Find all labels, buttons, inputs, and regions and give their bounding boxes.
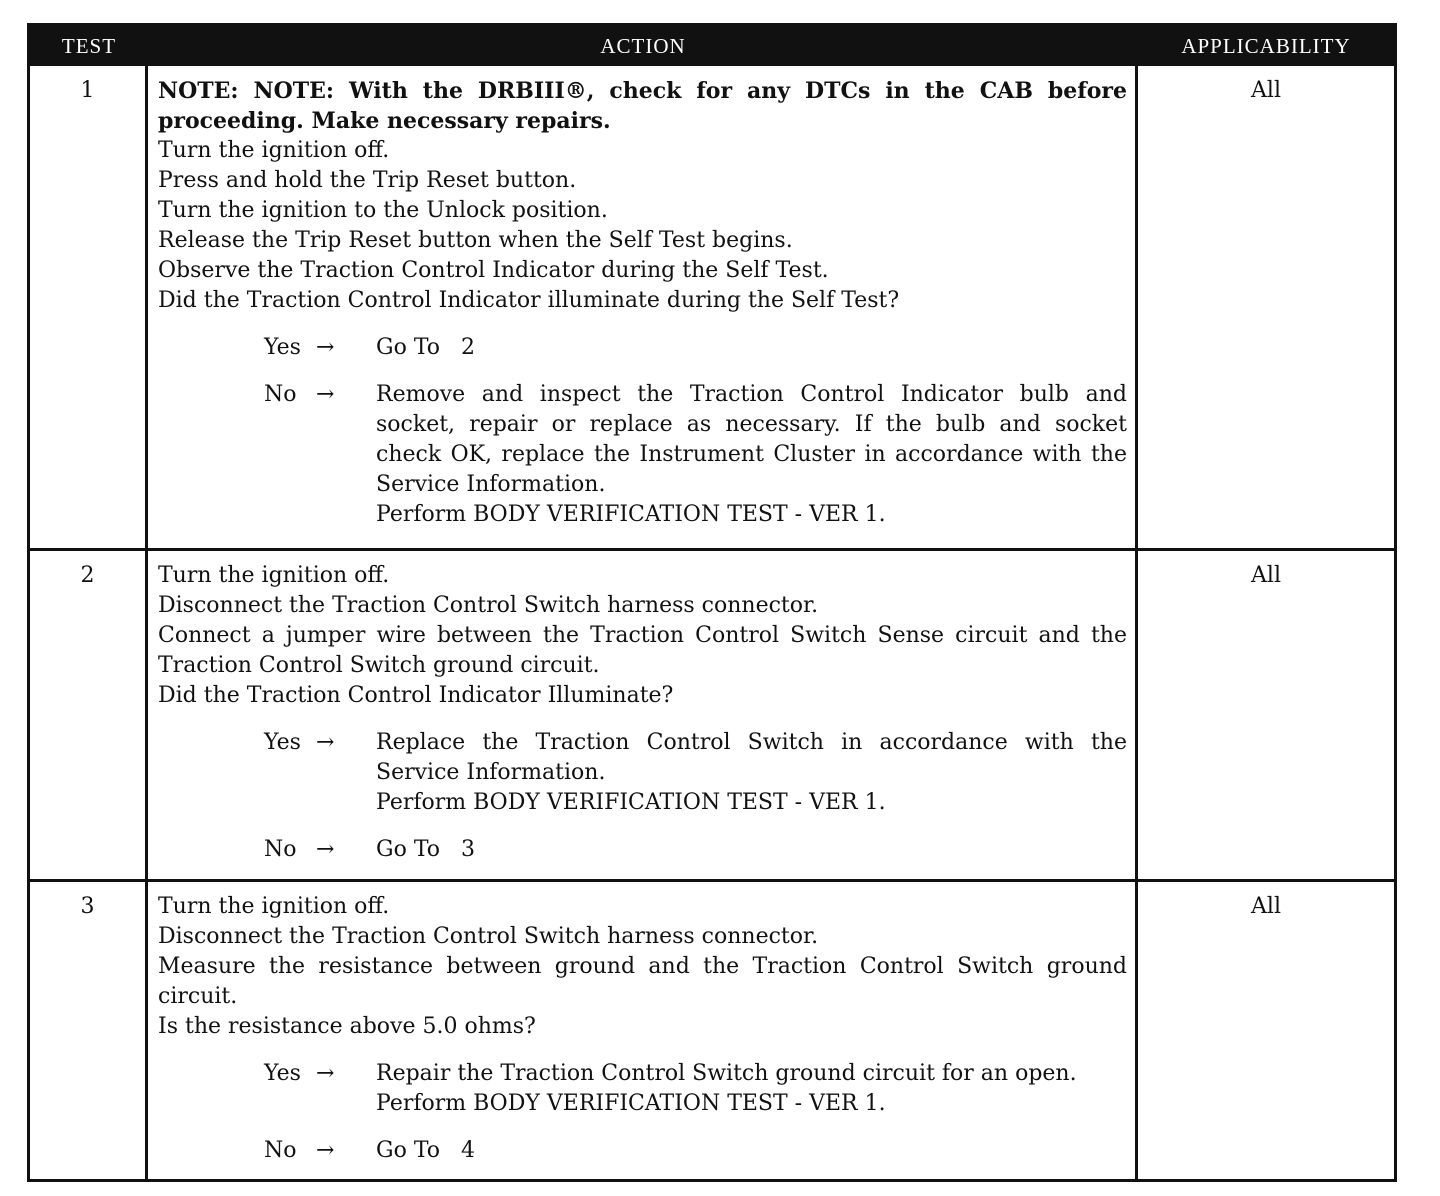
step-text: Observe the Traction Control Indicator during the Self Test. [158, 258, 829, 283]
header-applicability: APPLICABILITY [1181, 33, 1351, 58]
yes-label: Yes [264, 730, 301, 755]
no-result: Go To 4 [376, 1138, 475, 1163]
action-cell [148, 551, 1138, 879]
note-text: NOTE: NOTE: With the DRBIII®, check for any DTCs in the CAB before proceeding. Make necessary repairs. [158, 78, 1127, 134]
verification-step: Perform BODY VERIFICATION TEST - VER 1. [376, 502, 886, 527]
arrow-icon: → [316, 382, 335, 407]
step-text: Turn the ignition off. [158, 894, 390, 919]
arrow-icon: → [316, 730, 335, 755]
yes-result: Repair the Traction Control Switch ground circuit for an open. [376, 1061, 1077, 1086]
test-number: 1 [30, 66, 148, 548]
step-text: Is the resistance above 5.0 ohms? [158, 1014, 536, 1039]
yes-outcome [264, 728, 1127, 818]
test-number: 3 [30, 882, 148, 1179]
step-text: Disconnect the Traction Control Switch harness connector. [158, 593, 819, 618]
yes-label: Yes [264, 1061, 301, 1086]
action-cell [148, 66, 1138, 548]
diagnostic-test-table [27, 23, 1397, 1182]
applicability-value: All [1251, 894, 1281, 919]
no-label: No [264, 837, 297, 862]
arrow-icon: → [316, 335, 335, 360]
no-result-block [376, 380, 1127, 530]
step-text: Did the Traction Control Indicator Illuminate? [158, 683, 674, 708]
yes-result-block [376, 1059, 1127, 1119]
step-text: Press and hold the Trip Reset button. [158, 168, 577, 193]
step-text: Turn the ignition off. [158, 138, 390, 163]
no-result: Remove and inspect the Traction Control Indicator bulb and socket, repair or replace as necessary. If the bulb and socket check OK, replace the Instrument Cluster in accordance with the Service Information. [376, 382, 1127, 497]
step-text: Disconnect the Traction Control Switch harness connector. [158, 924, 819, 949]
action-cell [148, 882, 1138, 1179]
table-row [30, 66, 1394, 548]
header-action: ACTION [600, 33, 686, 58]
table-row [30, 548, 1394, 879]
yes-label: Yes [264, 335, 301, 360]
step-text: Connect a jumper wire between the Traction Control Switch Sense circuit and the Traction Control Switch ground circuit. [158, 623, 1127, 678]
no-outcome [264, 1136, 1127, 1166]
step-text: Measure the resistance between ground and the Traction Control Switch ground circuit. [158, 954, 1127, 1009]
table-header [30, 26, 1394, 66]
no-label: No [264, 1138, 297, 1163]
no-label: No [264, 382, 297, 407]
verification-step: Perform BODY VERIFICATION TEST - VER 1. [376, 790, 886, 815]
step-text: Release the Trip Reset button when the Self Test begins. [158, 228, 793, 253]
header-test: TEST [61, 33, 117, 58]
arrow-icon: → [316, 1138, 335, 1163]
no-outcome [264, 380, 1127, 530]
no-outcome [264, 835, 1127, 865]
step-text: Did the Traction Control Indicator illuminate during the Self Test? [158, 288, 900, 313]
yes-outcome [264, 1059, 1127, 1119]
verification-step: Perform BODY VERIFICATION TEST - VER 1. [376, 1091, 886, 1116]
no-result: Go To 3 [376, 837, 475, 862]
applicability-value: All [1251, 563, 1281, 588]
applicability-value: All [1251, 78, 1281, 103]
table-row [30, 879, 1394, 1179]
yes-outcome [264, 333, 1127, 363]
step-text: Turn the ignition to the Unlock position. [158, 198, 608, 223]
arrow-icon: → [316, 1061, 335, 1086]
yes-result: Go To 2 [376, 335, 475, 360]
yes-result: Replace the Traction Control Switch in accordance with the Service Information. [376, 730, 1127, 785]
test-number: 2 [30, 551, 148, 879]
yes-result-block [376, 728, 1127, 818]
arrow-icon: → [316, 837, 335, 862]
step-text: Turn the ignition off. [158, 563, 390, 588]
